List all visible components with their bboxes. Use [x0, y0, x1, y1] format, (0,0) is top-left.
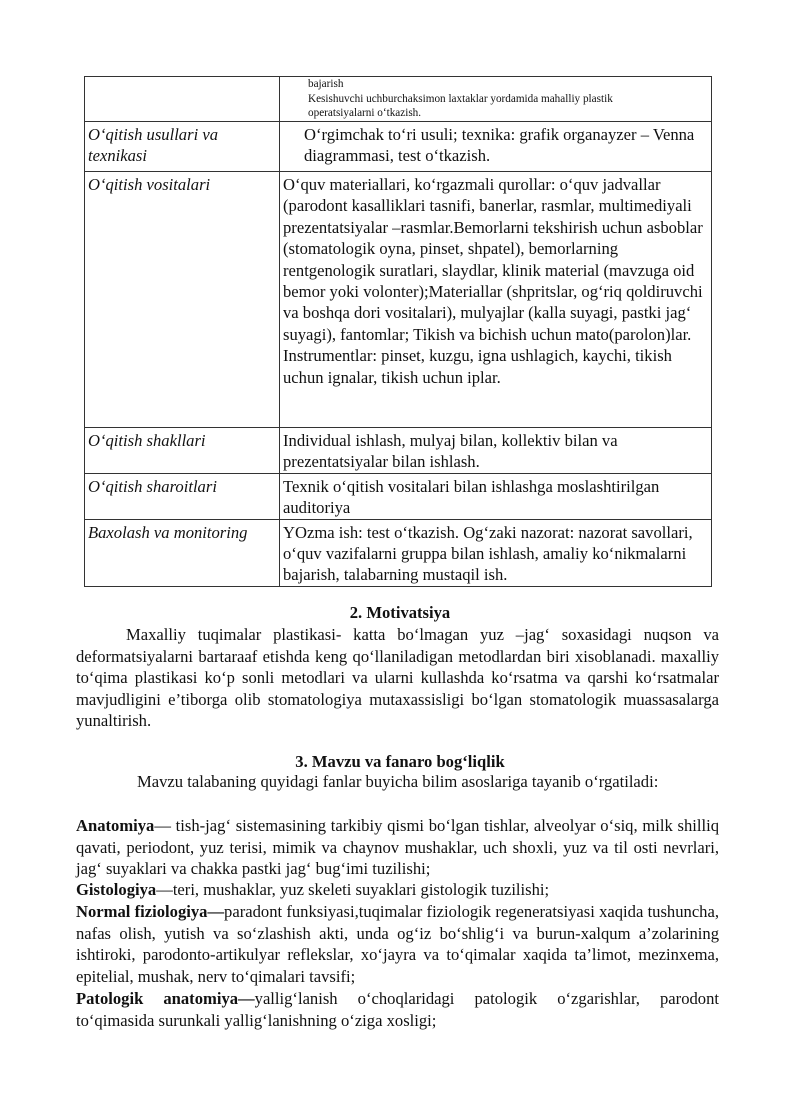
row-label: Baxolash va monitoring [88, 522, 248, 542]
row-label: O‘qitish shakllari [88, 431, 206, 450]
subject-paragraph [76, 880, 549, 900]
table-cell-value [280, 172, 712, 428]
table-row [85, 77, 712, 122]
cell-text-line: operatsiyalarni o‘tkazish. [308, 107, 422, 120]
table-cell-value [280, 122, 712, 172]
row-label: O‘qitish vositalari [88, 175, 211, 194]
row-value: YOzma ish: test o‘tkazish. Og‘zaki nazorat: nazorat savollari, o‘quv vazifalarni gruppa bilan ishlash, amaliy ko‘nikmalarni bajarish, talabarning mustaqil ish. [283, 522, 693, 585]
table-cell-label [85, 122, 280, 172]
row-label: O‘qitish sharoitlari [88, 476, 217, 496]
row-value: O‘quv materiallari, ko‘rgazmali qurollar: o‘quv jadvallar (parodont kasalliklari tasnifi, banerlar, rasmlar, multimediyali prezentatsiyalar –rasmlar.Bemorlarni tekshirish uchun asboblar (stomatologik oyna, pinset, shpatel), bemorlarning rentgenologik suratlari, slaydlar, klinik material (mavzuga oid bemor yoki volonter);Materiallar (shpritslar, og‘riq qoldiruvchi va boshqa dori vositalari), mulyajlar (kalla suyagi, pastki jag‘ suyagi), fantomlar; Tikish va bichish uchun mato(parolon)lar. Instrumentlar: pinset, kuzgu, igna ushlagich, kaychi, tikish uchun ignalar, tikish uchun iplar. [283, 175, 703, 387]
subject-term: Gistologiya [76, 880, 157, 899]
paragraph-text: Maxalliy tuqimalar plastikasi- katta bo‘lmagan yuz –jag‘ soxasidagi nuqson va deformatsiyalarni bartaraaf etishda keng qo‘llaniladigan metodlardan biri xisoblanadi. maxalliy to‘qima plastikasi ko‘p sonli metodlari va ularni kullashda ko‘rsatma va qarshi ko‘rsatmalar mavjudligini e’tiborga olib stomatologiya mutaxassisligi bo‘lgan stomatologik muassasalarga yunaltirish. [76, 625, 719, 731]
row-value: Texnik o‘qitish vositalari bilan ishlashga moslashtirilgan auditoriya [283, 476, 660, 518]
table-cell-value [280, 428, 712, 474]
table-row [85, 122, 712, 172]
table-cell-value [280, 519, 712, 586]
subject-paragraph [76, 901, 719, 987]
row-value: O‘rgimchak to‘ri usuli; texnika: grafik organayzer – Venna diagrammasi, test o‘tkazish. [304, 125, 695, 166]
table-cell-value [280, 473, 712, 519]
table-cell-label [85, 172, 280, 428]
subject-paragraph [76, 815, 719, 880]
subject-term: Normal fiziologiya— [76, 902, 225, 921]
cell-text-line: Kesishuvchi uchburchaksimon laxtaklar yordamida mahalliy plastik [308, 92, 613, 105]
table-row [85, 428, 712, 474]
subject-term: Anatomiya [76, 816, 155, 835]
motivation-paragraph [76, 624, 719, 732]
table-cell-label [85, 519, 280, 586]
subject-text: yallig‘lanish o‘choqlaridagi patologik o‘zgarishlar, parodont to‘qimasida surunkali yallig‘lanishning o‘ziga xosligi; [76, 989, 719, 1030]
subject-paragraph [76, 988, 719, 1031]
table-cell-label [85, 473, 280, 519]
section-heading-motivatsiya: 2. Motivatsiya [349, 603, 451, 622]
row-value: Individual ishlash, mulyaj bilan, kollektiv bilan va prezentatsiyalar bilan ishlash. [283, 431, 618, 472]
table-row [85, 172, 712, 428]
cell-text-line: bajarish [308, 78, 344, 90]
lesson-table [84, 76, 712, 587]
subject-text: paradont funksiyasi,tuqimalar fiziologik regeneratsiyasi xaqida tushuncha, nafas olish, yutish va so‘zlashish akti, unda og‘iz bo‘shlig‘i va burun-xalqum a’zolarining ishtiroki, parodonto-artikulyar reflekslar, xo‘jayra va to‘qimalar xaqida ta’limot, mezinxema, epitelial, mushak, nerv to‘qimalari tavsifi; [76, 902, 719, 986]
table-cell-empty [85, 77, 280, 122]
subject-term: Patologik anatomiya— [76, 989, 255, 1008]
table-cell-label [85, 428, 280, 474]
table-row [85, 473, 712, 519]
table-cell [280, 77, 712, 122]
subject-text: —teri, mushaklar, yuz skeleti suyaklari gistologik tuzilishi; [156, 880, 550, 899]
row-label: O‘qitish usullari va texnikasi [88, 125, 218, 166]
table-row [85, 519, 712, 586]
subject-text: — tish-jag‘ sistemasining tarkibiy qismi bo‘lgan tishlar, alveolyar o‘siq, milk shilliq qavati, periodont, yuz terisi, mimik va chaynov mushaklar, uch shoxli, yuz va til osti nevrlari, jag‘ suyaklari va chakka pastki jag‘ bug‘imi tuzilishi; [76, 816, 719, 879]
section-heading-interdisciplinary: 3. Mavzu va fanaro bog‘liqlik [295, 752, 505, 771]
intro-line: Mavzu talabaning quyidagi fanlar buyicha bilim asoslariga tayanib o‘rgatiladi: [137, 772, 659, 791]
